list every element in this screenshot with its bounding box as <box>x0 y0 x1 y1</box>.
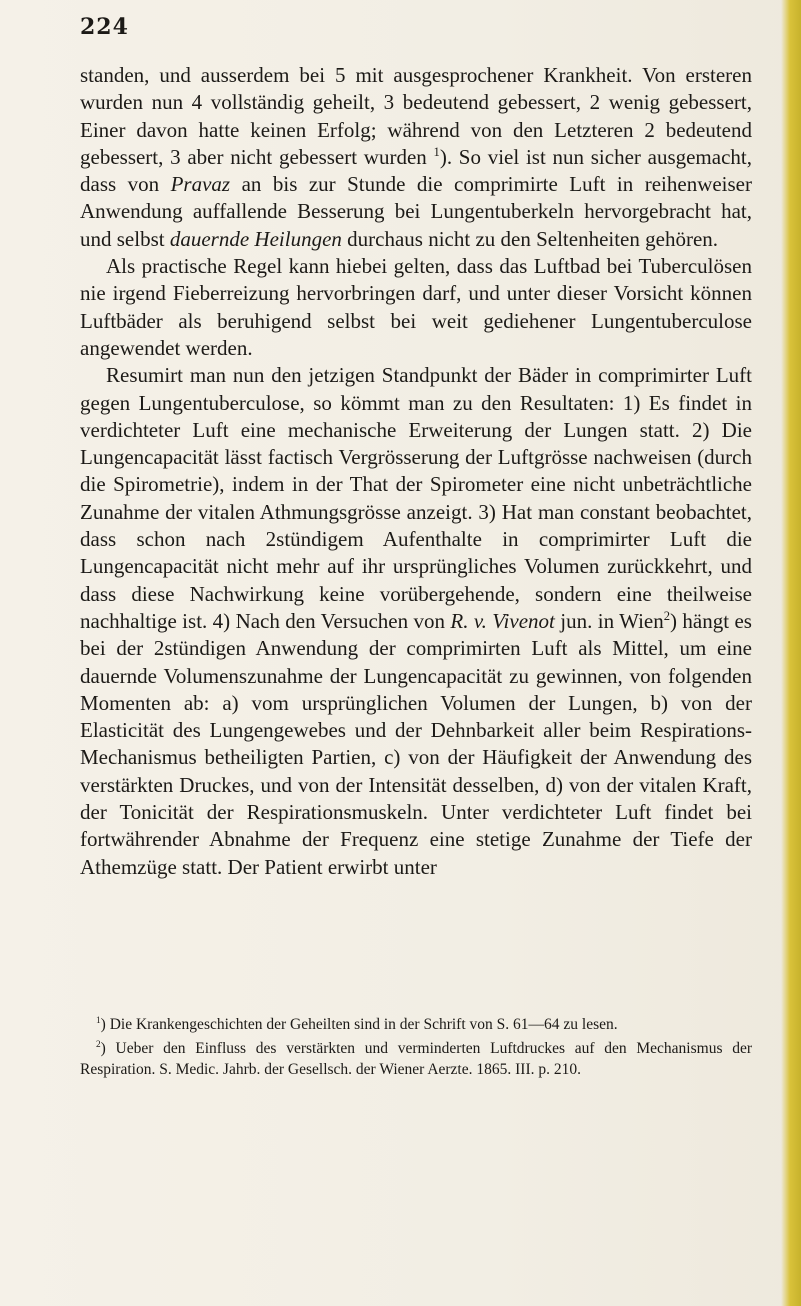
footnote <box>80 1038 752 1080</box>
text-segment: ) hängt es bei der 2stündigen Anwendung der comprimirten Luft als Mittel, um eine dauernde Volumenszunahme der Lungencapacität zu gewinnen, von folgenden Momenten ab: a) vom ursprünglichen Volumen der Lungen, b) von der Elasticität des Lungengewebes und der Dehnbarkeit aller beim Respirations-Mechanismus betheiligten Partien, c) von der Häufigkeit der Anwendung des verstärkten Druckes, und von der Intensität desselben, d) von der vitalen Kraft, der Tonicität der Respirationsmuskeln. Unter verdichteter Luft findet bei fortwährender Abnahme der Frequenz eine stetige Zunahme der Tiefe der Athemzüge statt. Der Patient erwirbt unter <box>80 608 752 879</box>
footnote-marker: 2 <box>663 608 671 623</box>
footnote-number: 2 <box>96 1039 101 1050</box>
text-segment: durchaus nicht zu den Seltenheiten gehören. <box>341 226 719 251</box>
text-segment: an bis zur Stunde die comprimirte Luft in reihenweiser Anwendung auffallende Besserung bei Lungentuberkeln hervorgebracht hat, und selbst <box>80 172 753 251</box>
text-segment: standen, und ausserdem bei 5 mit ausgesprochener Krankheit. Von ersteren wurden nun 4 vollständig geheilt, 3 bedeutend gebessert, 2 wenig gebessert, Einer davon hatte keinen Erfolg; während von den Letzteren 2 bedeutend gebessert, 3 aber nicht gebessert wurden <box>80 63 752 169</box>
paragraph <box>80 362 752 881</box>
text-segment: Resumirt man nun den jetzigen Standpunkt der Bäder in comprimirter Luft gegen Lungentuberculose, so kömmt man zu den Resultaten: 1) Es findet in verdichteter Luft eine mechanische Erweiterung der Lungen statt. 2) Die Lungencapacität lässt factisch Vergrösserung der Luftgrösse nachweisen (durch die Spirometrie), indem in der That der Spirometer eine nicht unbeträchtliche Zunahme der vitalen Athmungsgrösse anzeigt. 3) Hat man constant beobachtet, dass schon nach 2stündigem Aufenthalte in comprimirter Luft die Lungencapacität nicht mehr auf ihr ursprüngliches Volumen zurückkehrt, und dass diese Nachwirkung keine vorübergehende, sondern eine theilweise nachhaltige ist. 4) Nach den Versuchen von <box>80 363 752 633</box>
italic-text: dauernde Heilungen <box>169 226 342 251</box>
footnote <box>80 1014 752 1035</box>
page-edge-strip <box>781 0 801 1306</box>
main-text <box>80 62 752 881</box>
text-segment: Als practische Regel kann hiebei gelten, dass das Luftbad bei Tuberculösen nie irgend Fieberreizung hervorbringen darf, und unter dieser Vorsicht können Luftbäder als beruhigend selbst bei weit gediehener Lungentuberculose angewendet werden. <box>80 254 752 360</box>
text-segment: ). So viel ist nun sicher ausgemacht, dass von <box>80 144 752 197</box>
footnote-number: 1 <box>96 1015 101 1026</box>
paragraph <box>80 253 752 362</box>
footnotes <box>80 1014 752 1083</box>
footnote-text: ) Ueber den Einfluss des verstärkten und verminderten Luftdruckes auf den Mechanismus der Respiration. S. Medic. Jahrb. der Gesellsch. der Wiener Aerzte. 1865. III. p. 210. <box>80 1040 752 1078</box>
italic-text: R. v. Vivenot <box>450 608 555 633</box>
paragraph <box>80 62 752 253</box>
text-segment: jun. in Wien <box>554 608 664 633</box>
page-number: 224 <box>80 14 129 40</box>
italic-text: Pravaz <box>170 172 231 197</box>
footnote-text: ) Die Krankengeschichten der Geheilten sind in der Schrift von S. 61—64 zu lesen. <box>100 1016 618 1033</box>
footnote-marker: 1 <box>433 144 440 159</box>
